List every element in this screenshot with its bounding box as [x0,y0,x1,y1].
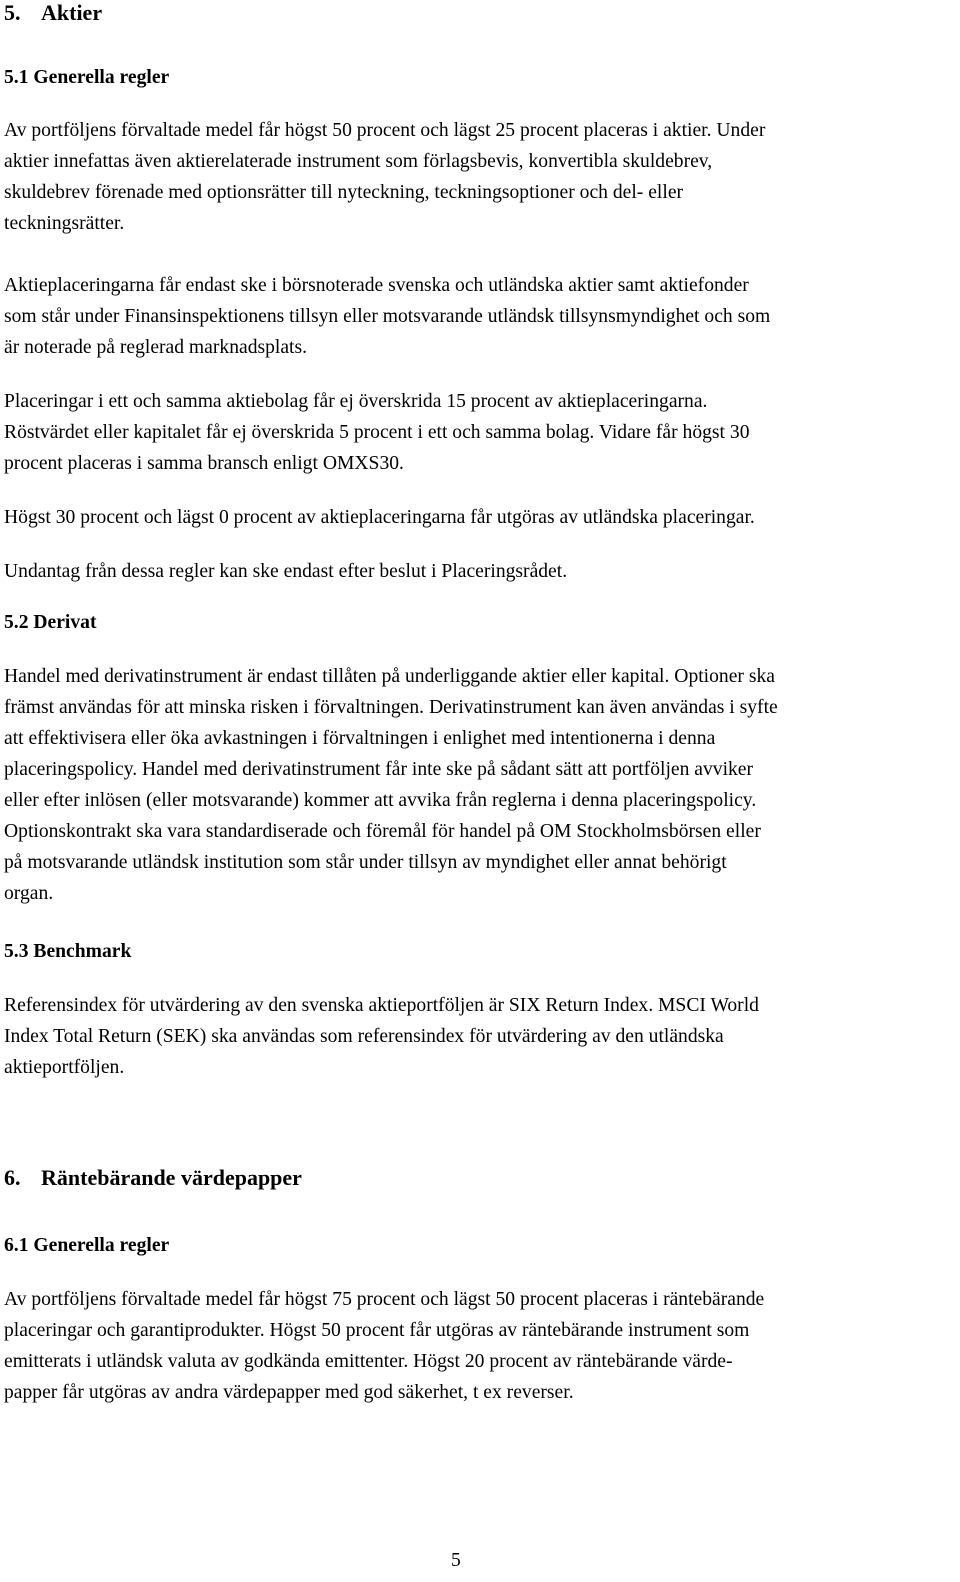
text-line: främst användas för att minska risken i förvaltningen. Derivatinstrument kan även användas i syfte [4,697,778,718]
text-line: att effektivisera eller öka avkastningen i förvaltningen i enlighet med intentionerna i denna [4,728,716,749]
section-number: 6. [4,1165,21,1190]
paragraph-5-1-c [4,386,956,479]
section-title: Räntebärande värdepapper [41,1165,302,1190]
paragraph-6-1 [4,1284,956,1408]
text-line: Av portföljens förvaltade medel får högst 50 procent och lägst 25 procent placeras i aktier. Under [4,120,766,141]
paragraph-5-1-a [4,115,956,239]
text-line: Aktieplaceringarna får endast ske i börsnoterade svenska och utländska aktier samt aktiefonder [4,275,749,296]
section-title: Aktier [41,0,103,25]
subsection-heading-5-2: 5.2 Derivat [4,612,97,633]
section-heading-5 [4,0,102,26]
text-line: placeringar och garantiprodukter. Högst 50 procent får utgöras av räntebärande instrument som [4,1320,750,1341]
text-line: Index Total Return (SEK) ska användas som referensindex för utvärdering av den utländska [4,1026,724,1047]
text-line: emitterats i utländsk valuta av godkända emittenter. Högst 20 procent av räntebärande värde- [4,1351,733,1372]
text-line: är noterade på reglerad marknadsplats. [4,337,308,358]
paragraph-5-2 [4,661,956,909]
paragraph-5-1-d [4,502,956,533]
text-line: papper får utgöras av andra värdepapper med god säkerhet, t ex reverser. [4,1382,574,1403]
paragraph-5-1-e [4,556,956,587]
paragraph-5-1-b [4,270,956,363]
subsection-heading-5-3: 5.3 Benchmark [4,941,132,962]
text-line: skuldebrev förenade med optionsrätter till nyteckning, teckningsoptioner och del- eller [4,182,684,203]
subsection-heading-5-1: 5.1 Generella regler [4,67,170,88]
document-page [4,0,956,1582]
text-line: Handel med derivatinstrument är endast tillåten på underliggande aktier eller kapital. Optioner ska [4,666,775,687]
text-line: som står under Finansinspektionens tillsyn eller motsvarande utländsk tillsynsmyndighet och som [4,306,771,327]
text-line: på motsvarande utländsk institution som står under tillsyn av myndighet eller annat behörigt [4,852,727,873]
text-line: aktieportföljen. [4,1057,125,1078]
text-line: teckningsrätter. [4,213,125,234]
text-line: Undantag från dessa regler kan ske endast efter beslut i Placeringsrådet. [4,561,568,582]
text-line: Optionskontrakt ska vara standardiserade och föremål för handel på OM Stockholmsbörsen eller [4,821,761,842]
subsection-heading-6-1: 6.1 Generella regler [4,1235,170,1256]
text-line: eller efter inlösen (eller motsvarande) kommer att avvika från reglerna i denna placeringspolicy. [4,790,757,811]
section-number: 5. [4,0,21,25]
text-line: procent placeras i samma bransch enligt OMXS30. [4,453,404,474]
text-line: Referensindex för utvärdering av den svenska aktieportföljen är SIX Return Index. MSCI World [4,995,759,1016]
text-line: Högst 30 procent och lägst 0 procent av aktieplaceringarna får utgöras av utländska placeringar. [4,507,755,528]
section-heading-6 [4,1165,302,1191]
text-line: aktier innefattas även aktierelaterade instrument som förlagsbevis, konvertibla skuldebrev, [4,151,713,172]
text-line: organ. [4,883,54,904]
page-number: 5 [451,1550,461,1571]
text-line: Av portföljens förvaltade medel får högst 75 procent och lägst 50 procent placeras i räntebärande [4,1289,765,1310]
text-line: Röstvärdet eller kapitalet får ej överskrida 5 procent i ett och samma bolag. Vidare får högst 30 [4,422,750,443]
text-line: Placeringar i ett och samma aktiebolag får ej överskrida 15 procent av aktieplaceringarna. [4,391,708,412]
text-line: placeringspolicy. Handel med derivatinstrument får inte ske på sådant sätt att portföljen avviker [4,759,754,780]
paragraph-5-3 [4,990,956,1083]
